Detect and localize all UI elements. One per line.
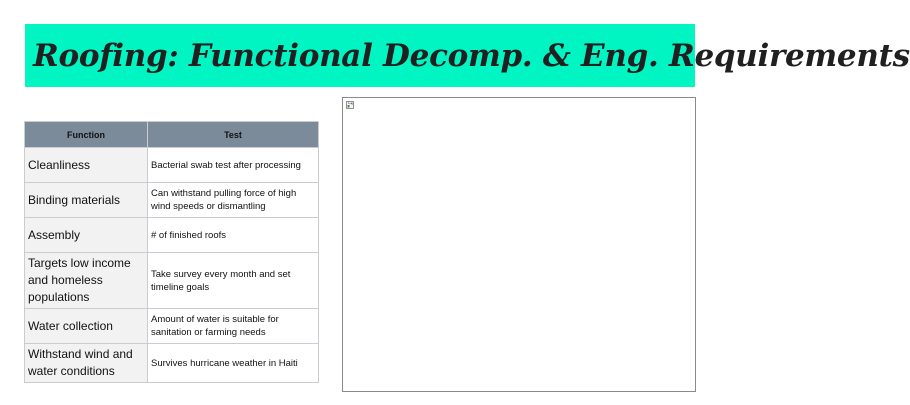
- table-row: [25, 344, 319, 383]
- image-placeholder: [342, 97, 696, 392]
- test-cell: Bacterial swab test after processing: [148, 148, 319, 183]
- title-banner: [25, 24, 910, 87]
- test-cell: # of finished roofs: [148, 218, 319, 253]
- function-cell: Assembly: [25, 218, 148, 253]
- function-cell: Binding materials: [25, 183, 148, 218]
- test-cell: Can withstand pulling force of high wind speeds or dismantling: [148, 183, 319, 218]
- table-row: [25, 309, 319, 344]
- table-row: [25, 218, 319, 253]
- table-header-row: [25, 122, 319, 148]
- requirements-table: [24, 121, 319, 383]
- broken-image-icon: [346, 101, 354, 109]
- header-function: Function: [25, 122, 148, 148]
- test-cell: Amount of water is suitable for sanitation or farming needs: [148, 309, 319, 344]
- table-row: [25, 253, 319, 309]
- test-cell: Take survey every month and set timeline goals: [148, 253, 319, 309]
- header-test: Test: [148, 122, 319, 148]
- test-cell: Survives hurricane weather in Haiti: [148, 344, 319, 383]
- function-cell: Withstand wind and water conditions: [25, 344, 148, 383]
- function-cell: Targets low income and homeless populations: [25, 253, 148, 309]
- function-cell: Water collection: [25, 309, 148, 344]
- table-row: [25, 183, 319, 218]
- table-row: [25, 148, 319, 183]
- slide-title: Roofing: Functional Decomp. & Eng. Requirements: [33, 37, 910, 74]
- function-cell: Cleanliness: [25, 148, 148, 183]
